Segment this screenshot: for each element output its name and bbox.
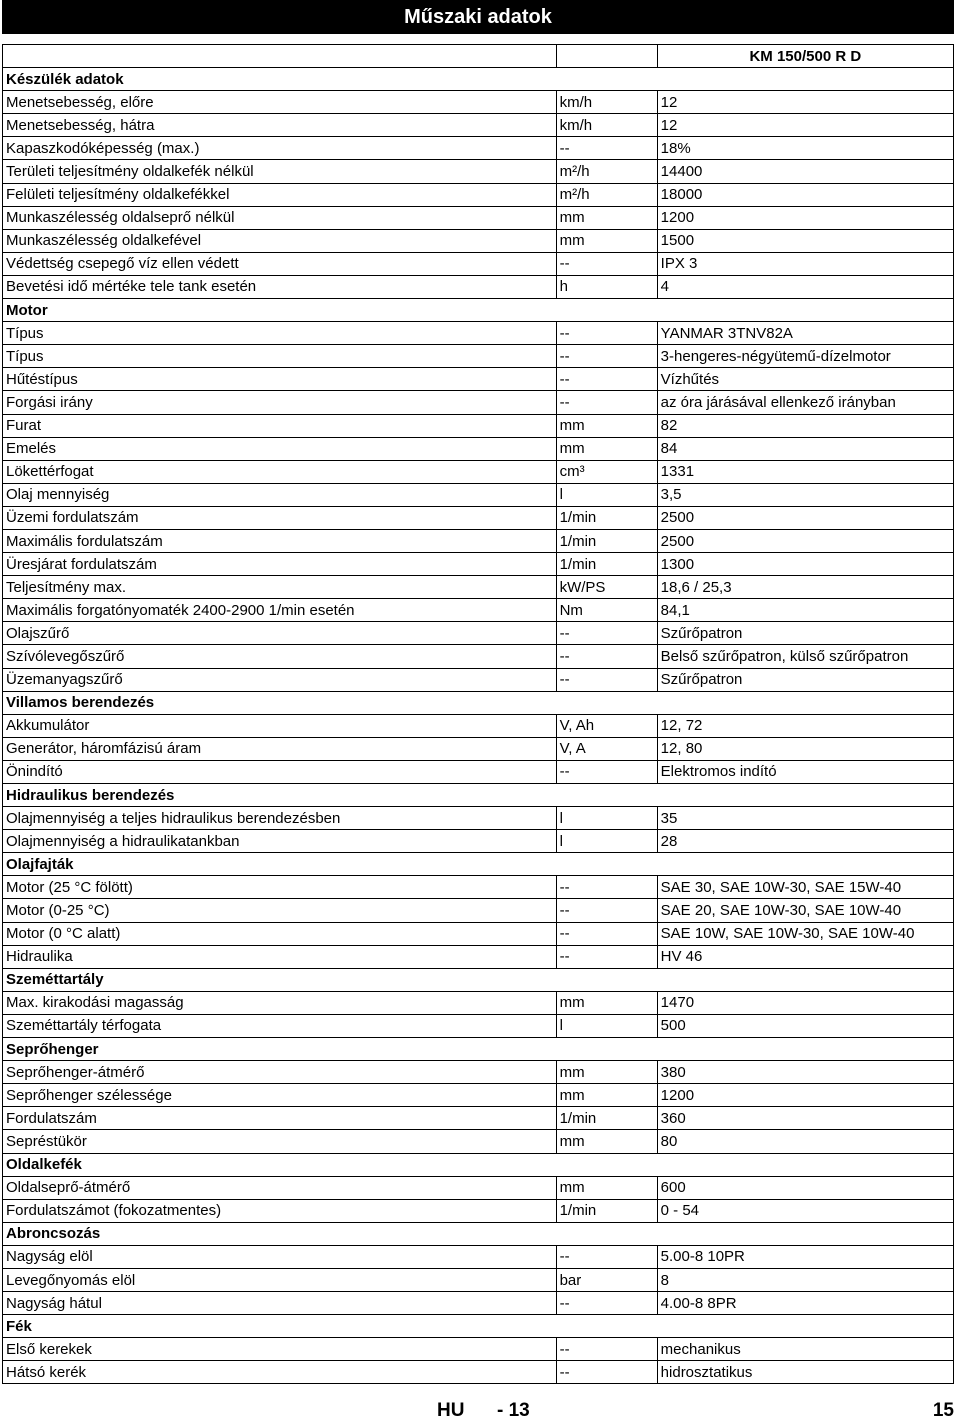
- spec-row: [3, 876, 954, 899]
- spec-row: [3, 1245, 954, 1268]
- section-header-row: [3, 784, 954, 807]
- spec-name: Olajmennyiség a hidraulikatankban: [3, 830, 557, 853]
- spec-name: Motor (25 °C fölött): [3, 876, 557, 899]
- spec-name: Olajmennyiség a teljes hidraulikus berendezésben: [3, 807, 557, 830]
- spec-name: Felületi teljesítmény oldalkefékkel: [3, 183, 557, 206]
- spec-unit: 1/min: [556, 1107, 657, 1130]
- spec-value: 4.00-8 8PR: [657, 1292, 953, 1315]
- spec-value: 5.00-8 10PR: [657, 1245, 953, 1268]
- model-name: KM 150/500 R D: [657, 45, 953, 68]
- spec-table: [2, 44, 954, 1384]
- spec-name: Kapaszkodóképesség (max.): [3, 137, 557, 160]
- spec-unit: h: [556, 275, 657, 298]
- spec-value: 1470: [657, 991, 953, 1014]
- spec-name: Első kerekek: [3, 1338, 557, 1361]
- spec-value: mechanikus: [657, 1338, 953, 1361]
- spec-value: 1300: [657, 553, 953, 576]
- spec-value: 500: [657, 1014, 953, 1037]
- spec-value: 4: [657, 275, 953, 298]
- spec-value: 18,6 / 25,3: [657, 576, 953, 599]
- spec-name: Üzemi fordulatszám: [3, 506, 557, 529]
- spec-row: [3, 1084, 954, 1107]
- spec-row: [3, 275, 954, 298]
- spec-value: 1200: [657, 206, 953, 229]
- spec-unit: --: [556, 137, 657, 160]
- spec-row: [3, 114, 954, 137]
- spec-value: 28: [657, 830, 953, 853]
- spec-unit: 1/min: [556, 529, 657, 552]
- spec-row: [3, 899, 954, 922]
- spec-row: [3, 368, 954, 391]
- spec-value: 14400: [657, 160, 953, 183]
- spec-unit: mm: [556, 1061, 657, 1084]
- spec-name: Sepréstükör: [3, 1130, 557, 1153]
- spec-value: Vízhűtés: [657, 368, 953, 391]
- spec-unit: kW/PS: [556, 576, 657, 599]
- spec-name: Munkaszélesség oldalseprő nélkül: [3, 206, 557, 229]
- spec-unit: --: [556, 876, 657, 899]
- spec-unit: mm: [556, 437, 657, 460]
- page-title: Műszaki adatok: [2, 0, 954, 34]
- spec-unit: bar: [556, 1268, 657, 1291]
- spec-value: SAE 20, SAE 10W-30, SAE 10W-40: [657, 899, 953, 922]
- section-title: Abroncsozás: [3, 1222, 954, 1245]
- section-header-row: [3, 1038, 954, 1061]
- spec-unit: km/h: [556, 114, 657, 137]
- model-header-row: [3, 45, 954, 68]
- spec-name: Seprőhenger-átmérő: [3, 1061, 557, 1084]
- spec-name: Nagyság hátul: [3, 1292, 557, 1315]
- section-title: Szeméttartály: [3, 968, 954, 991]
- spec-unit: --: [556, 922, 657, 945]
- spec-unit: mm: [556, 991, 657, 1014]
- spec-unit: --: [556, 322, 657, 345]
- spec-unit: --: [556, 760, 657, 783]
- section-title: Olajfajták: [3, 853, 954, 876]
- spec-name: Seprőhenger szélessége: [3, 1084, 557, 1107]
- spec-row: [3, 206, 954, 229]
- spec-name: Fordulatszámot (fokozatmentes): [3, 1199, 557, 1222]
- spec-row: [3, 645, 954, 668]
- spec-row: [3, 91, 954, 114]
- spec-row: [3, 483, 954, 506]
- spec-name: Szívólevegőszűrő: [3, 645, 557, 668]
- spec-row: [3, 576, 954, 599]
- spec-name: Munkaszélesség oldalkefével: [3, 229, 557, 252]
- spec-unit: mm: [556, 1130, 657, 1153]
- spec-unit: --: [556, 945, 657, 968]
- spec-name: Védettség csepegő víz ellen védett: [3, 252, 557, 275]
- spec-name: Menetsebesség, előre: [3, 91, 557, 114]
- spec-row: [3, 622, 954, 645]
- spec-unit: l: [556, 830, 657, 853]
- section-title: Készülék adatok: [3, 68, 954, 91]
- spec-value: 8: [657, 1268, 953, 1291]
- spec-value: 18000: [657, 183, 953, 206]
- spec-name: Üzemanyagszűrő: [3, 668, 557, 691]
- spec-row: [3, 1292, 954, 1315]
- spec-value: 80: [657, 1130, 953, 1153]
- spec-name: Menetsebesség, hátra: [3, 114, 557, 137]
- spec-value: Szűrőpatron: [657, 622, 953, 645]
- spec-unit: mm: [556, 1176, 657, 1199]
- spec-unit: mm: [556, 229, 657, 252]
- spec-unit: --: [556, 899, 657, 922]
- spec-value: Szűrőpatron: [657, 668, 953, 691]
- spec-unit: --: [556, 391, 657, 414]
- model-header-blank: [556, 45, 657, 68]
- spec-name: Motor (0 °C alatt): [3, 922, 557, 945]
- section-header-row: [3, 1153, 954, 1176]
- spec-name: Levegőnyomás elöl: [3, 1268, 557, 1291]
- spec-value: 2500: [657, 506, 953, 529]
- spec-unit: --: [556, 368, 657, 391]
- spec-row: [3, 830, 954, 853]
- spec-value: SAE 30, SAE 10W-30, SAE 15W-40: [657, 876, 953, 899]
- spec-name: Lökettérfogat: [3, 460, 557, 483]
- spec-row: [3, 737, 954, 760]
- spec-value: IPX 3: [657, 252, 953, 275]
- spec-value: 1331: [657, 460, 953, 483]
- spec-value: 0 - 54: [657, 1199, 953, 1222]
- section-header-row: [3, 1315, 954, 1338]
- spec-row: [3, 345, 954, 368]
- spec-value: HV 46: [657, 945, 953, 968]
- spec-unit: --: [556, 252, 657, 275]
- spec-value: YANMAR 3TNV82A: [657, 322, 953, 345]
- spec-name: Maximális forgatónyomaték 2400-2900 1/min esetén: [3, 599, 557, 622]
- spec-unit: l: [556, 483, 657, 506]
- spec-unit: cm³: [556, 460, 657, 483]
- spec-unit: m²/h: [556, 160, 657, 183]
- spec-value: SAE 10W, SAE 10W-30, SAE 10W-40: [657, 922, 953, 945]
- spec-name: Nagyság elöl: [3, 1245, 557, 1268]
- spec-unit: km/h: [556, 91, 657, 114]
- spec-value: 3,5: [657, 483, 953, 506]
- section-title: Seprőhenger: [3, 1038, 954, 1061]
- spec-row: [3, 414, 954, 437]
- section-header-row: [3, 853, 954, 876]
- spec-unit: 1/min: [556, 506, 657, 529]
- spec-unit: V, Ah: [556, 714, 657, 737]
- spec-name: Fordulatszám: [3, 1107, 557, 1130]
- spec-value: 82: [657, 414, 953, 437]
- spec-name: Forgási irány: [3, 391, 557, 414]
- spec-row: [3, 229, 954, 252]
- spec-value: 3-hengeres-négyütemű-dízelmotor: [657, 345, 953, 368]
- spec-row: [3, 807, 954, 830]
- spec-name: Generátor, háromfázisú áram: [3, 737, 557, 760]
- section-header-row: [3, 968, 954, 991]
- section-title: Fék: [3, 1315, 954, 1338]
- footer-sheet-number: 15: [932, 1400, 954, 1421]
- spec-value: 35: [657, 807, 953, 830]
- spec-value: 2500: [657, 529, 953, 552]
- spec-row: [3, 760, 954, 783]
- spec-value: hidrosztatikus: [657, 1361, 953, 1384]
- spec-unit: l: [556, 807, 657, 830]
- spec-unit: --: [556, 1361, 657, 1384]
- spec-unit: Nm: [556, 599, 657, 622]
- spec-value: 1200: [657, 1084, 953, 1107]
- spec-name: Bevetési idő mértéke tele tank esetén: [3, 275, 557, 298]
- spec-value: 12, 72: [657, 714, 953, 737]
- spec-row: [3, 1014, 954, 1037]
- spec-value: Elektromos indító: [657, 760, 953, 783]
- section-header-row: [3, 691, 954, 714]
- model-header-blank: [3, 45, 557, 68]
- section-header-row: [3, 1222, 954, 1245]
- spec-row: [3, 668, 954, 691]
- spec-value: 12, 80: [657, 737, 953, 760]
- spec-value: 12: [657, 114, 953, 137]
- spec-unit: --: [556, 645, 657, 668]
- spec-row: [3, 1361, 954, 1384]
- spec-value: 360: [657, 1107, 953, 1130]
- spec-name: Hidraulika: [3, 945, 557, 968]
- section-header-row: [3, 68, 954, 91]
- spec-unit: --: [556, 1245, 657, 1268]
- spec-value: 18%: [657, 137, 953, 160]
- spec-name: Hűtéstípus: [3, 368, 557, 391]
- spec-row: [3, 183, 954, 206]
- spec-row: [3, 714, 954, 737]
- spec-row: [3, 460, 954, 483]
- spec-name: Területi teljesítmény oldalkefék nélkül: [3, 160, 557, 183]
- spec-row: [3, 529, 954, 552]
- spec-name: Motor (0-25 °C): [3, 899, 557, 922]
- spec-name: Önindító: [3, 760, 557, 783]
- spec-unit: --: [556, 1338, 657, 1361]
- spec-name: Max. kirakodási magasság: [3, 991, 557, 1014]
- section-title: Motor: [3, 299, 954, 322]
- spec-unit: --: [556, 668, 657, 691]
- spec-unit: mm: [556, 414, 657, 437]
- spec-row: [3, 160, 954, 183]
- spec-row: [3, 922, 954, 945]
- spec-name: Típus: [3, 345, 557, 368]
- spec-row: [3, 599, 954, 622]
- spec-name: Maximális fordulatszám: [3, 529, 557, 552]
- spec-row: [3, 252, 954, 275]
- spec-unit: l: [556, 1014, 657, 1037]
- spec-row: [3, 1199, 954, 1222]
- spec-row: [3, 1268, 954, 1291]
- spec-row: [3, 1107, 954, 1130]
- spec-unit: V, A: [556, 737, 657, 760]
- spec-value: 1500: [657, 229, 953, 252]
- spec-name: Olajszűrő: [3, 622, 557, 645]
- spec-table-body: [3, 45, 954, 1384]
- spec-name: Szeméttartály térfogata: [3, 1014, 557, 1037]
- spec-value: 380: [657, 1061, 953, 1084]
- spec-name: Típus: [3, 322, 557, 345]
- spec-name: Akkumulátor: [3, 714, 557, 737]
- section-title: Hidraulikus berendezés: [3, 784, 954, 807]
- spec-value: 600: [657, 1176, 953, 1199]
- spec-value: 12: [657, 91, 953, 114]
- spec-row: [3, 437, 954, 460]
- spec-row: [3, 391, 954, 414]
- spec-value: 84: [657, 437, 953, 460]
- section-title: Villamos berendezés: [3, 691, 954, 714]
- spec-row: [3, 1130, 954, 1153]
- spec-unit: mm: [556, 1084, 657, 1107]
- spec-name: Teljesítmény max.: [3, 576, 557, 599]
- spec-name: Furat: [3, 414, 557, 437]
- spec-value: 84,1: [657, 599, 953, 622]
- spec-row: [3, 1061, 954, 1084]
- spec-row: [3, 553, 954, 576]
- footer-page-number: - 13: [497, 1400, 530, 1421]
- spec-row: [3, 945, 954, 968]
- spec-name: Olaj mennyiség: [3, 483, 557, 506]
- spec-row: [3, 137, 954, 160]
- spec-row: [3, 991, 954, 1014]
- spec-row: [3, 322, 954, 345]
- spec-row: [3, 1176, 954, 1199]
- spec-row: [3, 1338, 954, 1361]
- spec-unit: 1/min: [556, 1199, 657, 1222]
- spec-name: Hátsó kerék: [3, 1361, 557, 1384]
- spec-name: Üresjárat fordulatszám: [3, 553, 557, 576]
- spec-unit: --: [556, 345, 657, 368]
- spec-unit: mm: [556, 206, 657, 229]
- spec-unit: m²/h: [556, 183, 657, 206]
- spec-row: [3, 506, 954, 529]
- section-title: Oldalkefék: [3, 1153, 954, 1176]
- spec-unit: 1/min: [556, 553, 657, 576]
- spec-unit: --: [556, 1292, 657, 1315]
- spec-value: Belső szűrőpatron, külső szűrőpatron: [657, 645, 953, 668]
- spec-unit: --: [556, 622, 657, 645]
- spec-name: Oldalseprő-átmérő: [3, 1176, 557, 1199]
- footer-language: HU: [437, 1400, 465, 1421]
- section-header-row: [3, 299, 954, 322]
- spec-value: az óra járásával ellenkező irányban: [657, 391, 953, 414]
- spec-name: Emelés: [3, 437, 557, 460]
